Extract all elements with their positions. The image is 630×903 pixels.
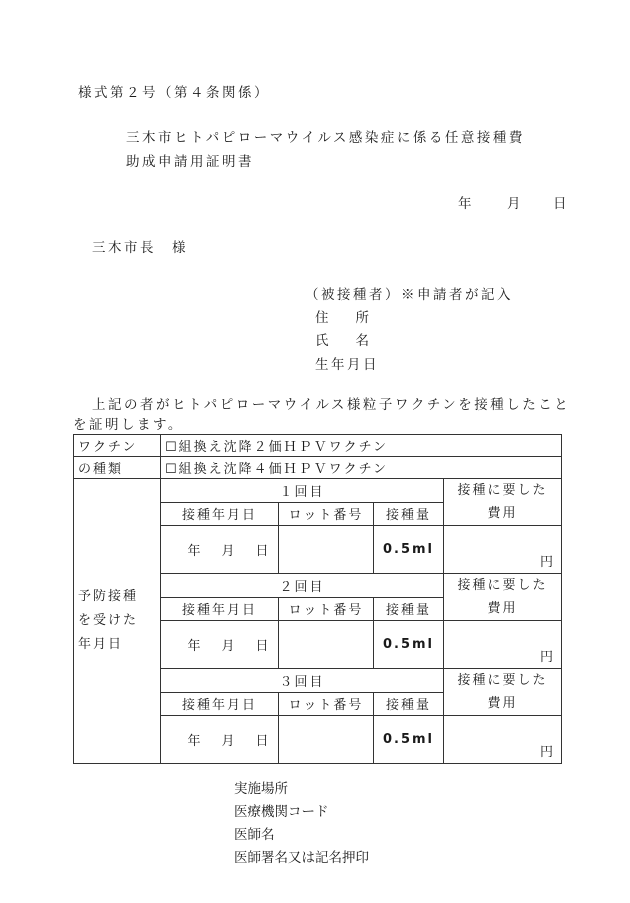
round-2-col-lot: ロット番号 xyxy=(279,597,374,621)
footer-place-label: 実施場所 xyxy=(234,781,288,797)
round-2-dose-value: 0.5ml xyxy=(374,621,444,669)
vaccine-type-label-2: の種類 xyxy=(74,457,161,479)
addressee: 三木市長 様 xyxy=(92,240,188,256)
document-title-line1: 三木市ヒトパピローマウイルス感染症に係る任意接種費 xyxy=(126,130,525,146)
vaccine-type-row-2 xyxy=(74,457,562,479)
round-1-label: １回目 xyxy=(161,479,444,503)
vaccine-option-4valent[interactable]: ☐組換え沈降４価ＨＰＶワクチン xyxy=(161,457,562,479)
round-3-col-date: 接種年月日 xyxy=(161,692,279,716)
footer-doctor-label: 医師名 xyxy=(234,827,275,843)
vaccine-type-label-1: ワクチン xyxy=(74,435,161,457)
checkbox-icon[interactable]: ☐ xyxy=(165,462,179,477)
applicant-address-label: 住 所 xyxy=(315,310,369,326)
round-2-label: ２回目 xyxy=(161,574,444,598)
round-3-label: ３回目 xyxy=(161,669,444,693)
round-2-col-date: 接種年月日 xyxy=(161,597,279,621)
round-1-col-lot: ロット番号 xyxy=(279,502,374,526)
round-3-fee-field[interactable]: 円 xyxy=(444,716,562,764)
round-2-date-field[interactable]: 年 月 日 xyxy=(161,621,279,669)
round-1-date-field[interactable]: 年 月 日 xyxy=(161,526,279,574)
round-1-fee-field[interactable]: 円 xyxy=(444,526,562,574)
vaccine-option-2valent[interactable]: ☐組換え沈降２価ＨＰＶワクチン xyxy=(161,435,562,457)
statement-line2: を証明します。 xyxy=(73,417,184,433)
round-1-lot-field[interactable] xyxy=(279,526,374,574)
applicant-heading: （被接種者）※申請者が記入 xyxy=(305,287,513,303)
form-number: 様式第２号（第４条関係） xyxy=(78,85,270,101)
round-2-fee-field[interactable]: 円 xyxy=(444,621,562,669)
round-3-fee-label: 接種に要した 費用 xyxy=(444,669,562,716)
round-2-fee-label: 接種に要した 費用 xyxy=(444,574,562,621)
vaccination-date-category: 予防接種 を受けた 年月日 xyxy=(74,479,161,764)
round-1-col-dose: 接種量 xyxy=(374,502,444,526)
round-1-col-date: 接種年月日 xyxy=(161,502,279,526)
applicant-name-label: 氏 名 xyxy=(315,333,369,349)
vaccination-table xyxy=(73,434,562,764)
issue-date-year: 年 xyxy=(458,196,472,212)
footer-signature-label: 医師署名又は記名押印 xyxy=(234,850,369,866)
round-3-col-lot: ロット番号 xyxy=(279,692,374,716)
round-2-col-dose: 接種量 xyxy=(374,597,444,621)
statement-line1: 上記の者がヒトパピローマウイルス様粒子ワクチンを接種したこと xyxy=(92,397,571,413)
applicant-birthdate-label: 生年月日 xyxy=(315,357,379,373)
checkbox-icon[interactable]: ☐ xyxy=(165,440,179,455)
document-title-line2: 助成申請用証明書 xyxy=(126,154,254,170)
issue-date-day: 日 xyxy=(553,196,567,212)
footer-code-label: 医療機関コード xyxy=(234,804,329,820)
round-1-dose-value: 0.5ml xyxy=(374,526,444,574)
issue-date-month: 月 xyxy=(507,196,521,212)
round-2-lot-field[interactable] xyxy=(279,621,374,669)
vaccine-type-row-1 xyxy=(74,435,562,457)
round-3-col-dose: 接種量 xyxy=(374,692,444,716)
round-3-date-field[interactable]: 年 月 日 xyxy=(161,716,279,764)
round-3-lot-field[interactable] xyxy=(279,716,374,764)
round-1-header-row xyxy=(74,479,562,503)
round-1-fee-label: 接種に要した 費用 xyxy=(444,479,562,526)
round-3-dose-value: 0.5ml xyxy=(374,716,444,764)
